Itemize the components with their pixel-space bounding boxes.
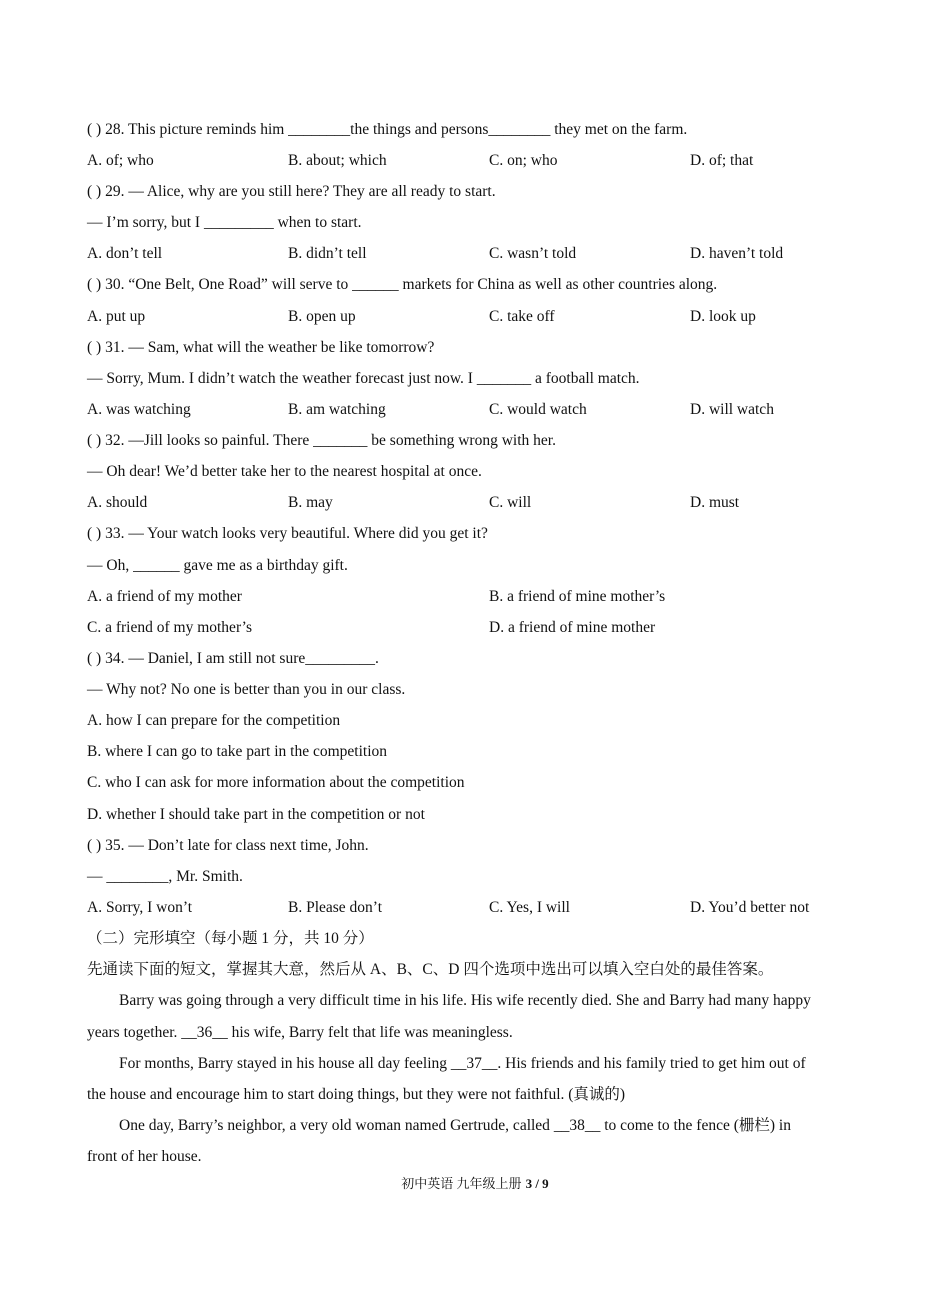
q29-option-d[interactable]: D. haven’t told xyxy=(690,245,784,262)
q31-options xyxy=(87,399,867,421)
q30-option-a[interactable]: A. put up xyxy=(87,308,146,325)
q31-option-d[interactable]: D. will watch xyxy=(690,401,774,418)
q35-options xyxy=(87,897,867,919)
cloze-paragraph-2-line-2: the house and encourage him to start doing things, but they were not faithful. (真诚的) xyxy=(87,1086,626,1103)
cloze-text: to come to the fence (栅栏) in xyxy=(600,1117,791,1134)
q28-option-c[interactable]: C. on; who xyxy=(489,152,558,169)
blank-37[interactable]: __37__ xyxy=(450,1055,498,1072)
q33-option-b[interactable]: B. a friend of mine mother’s xyxy=(489,588,666,605)
q35-option-b[interactable]: B. Please don’t xyxy=(288,899,382,916)
q29-option-a[interactable]: A. don’t tell xyxy=(87,245,163,262)
q32-stem: ( ) 32. —Jill looks so painful. There _______ be something wrong with her. xyxy=(87,432,556,449)
q34-option-d[interactable]: D. whether I should take part in the competition or not xyxy=(87,806,425,823)
q34-option-c[interactable]: C. who I can ask for more information about the competition xyxy=(87,774,465,791)
q31-reply: — Sorry, Mum. I didn’t watch the weather forecast just now. I _______ a football match. xyxy=(87,370,640,387)
q34-option-a[interactable]: A. how I can prepare for the competition xyxy=(87,712,341,729)
q30-stem: ( ) 30. “One Belt, One Road” will serve to ______ markets for China as well as other countries along. xyxy=(87,276,718,293)
q33-options-row2 xyxy=(87,617,867,639)
cloze-paragraph-1-line-1: Barry was going through a very difficult time in his life. His wife recently died. She and Barry had many happy xyxy=(119,992,811,1009)
page-number: 3 / 9 xyxy=(525,1176,549,1191)
q35-stem: ( ) 35. — Don’t late for class next time, John. xyxy=(87,837,369,854)
q31-option-a[interactable]: A. was watching xyxy=(87,401,191,418)
cloze-paragraph-3-line-2: front of her house. xyxy=(87,1148,202,1165)
q30-option-d[interactable]: D. look up xyxy=(690,308,756,325)
q32-option-a[interactable]: A. should xyxy=(87,494,148,511)
q34-option-b[interactable]: B. where I can go to take part in the competition xyxy=(87,743,388,760)
q28-options xyxy=(87,150,867,172)
cloze-paragraph-3-line-1 xyxy=(87,1115,899,1137)
q28-option-b[interactable]: B. about; which xyxy=(288,152,387,169)
q34-reply: — Why not? No one is better than you in our class. xyxy=(87,681,406,698)
cloze-text: . His friends and his family tried to get him out of xyxy=(497,1055,806,1072)
q35-reply: — ________, Mr. Smith. xyxy=(87,868,243,885)
q28-option-d[interactable]: D. of; that xyxy=(690,152,754,169)
q32-option-c[interactable]: C. will xyxy=(489,494,532,511)
q32-option-d[interactable]: D. must xyxy=(690,494,740,511)
q33-reply: — Oh, ______ gave me as a birthday gift. xyxy=(87,557,348,574)
cloze-text: years together. xyxy=(87,1024,182,1041)
blank-38[interactable]: __38__ xyxy=(553,1117,601,1134)
q35-option-d[interactable]: D. You’d better not xyxy=(690,899,810,916)
q29-options xyxy=(87,243,867,265)
page-footer xyxy=(0,1174,950,1194)
q34-stem: ( ) 34. — Daniel, I am still not sure_________. xyxy=(87,650,379,667)
q31-stem: ( ) 31. — Sam, what will the weather be like tomorrow? xyxy=(87,339,435,356)
q32-reply: — Oh dear! We’d better take her to the nearest hospital at once. xyxy=(87,463,482,480)
q29-stem: ( ) 29. — Alice, why are you still here? They are all ready to start. xyxy=(87,183,496,200)
q29-option-b[interactable]: B. didn’t tell xyxy=(288,245,367,262)
q30-options xyxy=(87,306,867,328)
cloze-paragraph-1-line-2 xyxy=(87,1022,867,1044)
q33-stem: ( ) 33. — Your watch looks very beautiful. Where did you get it? xyxy=(87,525,488,542)
q33-option-a[interactable]: A. a friend of my mother xyxy=(87,588,242,605)
q30-option-c[interactable]: C. take off xyxy=(489,308,555,325)
q28-stem: ( ) 28. This picture reminds him ________the things and persons________ they met on the farm. xyxy=(87,121,688,138)
cloze-instruction: 先通读下面的短文，掌握其大意，然后从 A、B、C、D 四个选项中选出可以填入空白处的最佳答案。 xyxy=(87,961,774,978)
q35-option-a[interactable]: A. Sorry, I won’t xyxy=(87,899,193,916)
q29-reply: — I’m sorry, but I _________ when to start. xyxy=(87,214,362,231)
q32-options xyxy=(87,492,867,514)
footer-label: 初中英语 九年级上册 xyxy=(401,1176,522,1191)
blank-36[interactable]: __36__ xyxy=(181,1024,228,1041)
cloze-heading: （二）完形填空（每小题 1 分，共 10 分） xyxy=(87,930,374,947)
q28-option-a[interactable]: A. of; who xyxy=(87,152,154,169)
q29-option-c[interactable]: C. wasn’t told xyxy=(489,245,577,262)
cloze-text: One day, Barry’s neighbor, a very old woman named Gertrude, called xyxy=(119,1117,554,1134)
q31-option-c[interactable]: C. would watch xyxy=(489,401,587,418)
q32-option-b[interactable]: B. may xyxy=(288,494,333,511)
cloze-paragraph-2-line-1 xyxy=(87,1053,899,1075)
q33-option-d[interactable]: D. a friend of mine mother xyxy=(489,619,656,636)
q31-option-b[interactable]: B. am watching xyxy=(288,401,386,418)
cloze-text: his wife, Barry felt that life was meaningless. xyxy=(227,1024,513,1041)
q33-option-c[interactable]: C. a friend of my mother’s xyxy=(87,619,253,636)
cloze-text: For months, Barry stayed in his house all day feeling xyxy=(119,1055,451,1072)
q30-option-b[interactable]: B. open up xyxy=(288,308,356,325)
q35-option-c[interactable]: C. Yes, I will xyxy=(489,899,570,916)
q33-options-row1 xyxy=(87,586,867,608)
